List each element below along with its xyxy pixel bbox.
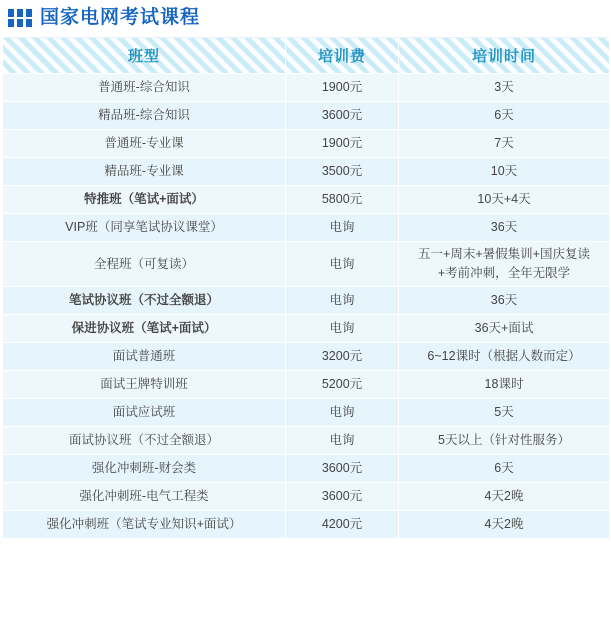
cell-duration: 36天 xyxy=(399,214,610,242)
cell-class-type: 普通班-专业课 xyxy=(3,130,286,158)
cell-fee: 1900元 xyxy=(286,74,399,102)
cell-class-type: 保进协议班（笔试+面试） xyxy=(3,314,286,342)
column-header-duration: 培训时间 xyxy=(399,37,610,74)
cell-duration: 五一+周末+暑假集训+国庆复读 +考前冲刺，全年无限学 xyxy=(399,242,610,287)
cell-fee: 3500元 xyxy=(286,158,399,186)
cell-duration: 5天以上（针对性服务） xyxy=(399,426,610,454)
table-body xyxy=(3,74,610,539)
cell-class-type: 强化冲刺班（笔试专业知识+面试） xyxy=(3,510,286,538)
column-header-fee: 培训费 xyxy=(286,37,399,74)
cell-class-type: 全程班（可复读） xyxy=(3,242,286,287)
cell-fee: 电询 xyxy=(286,426,399,454)
table-row xyxy=(3,130,610,158)
table-row xyxy=(3,158,610,186)
table-row xyxy=(3,186,610,214)
table-row xyxy=(3,482,610,510)
cell-duration: 6天 xyxy=(399,454,610,482)
cell-duration: 6天 xyxy=(399,102,610,130)
cell-duration: 4天2晚 xyxy=(399,482,610,510)
cell-duration: 10天+4天 xyxy=(399,186,610,214)
cell-fee: 3600元 xyxy=(286,102,399,130)
cell-duration: 36天+面试 xyxy=(399,314,610,342)
table-row xyxy=(3,102,610,130)
cell-duration: 6~12课时（根据人数而定） xyxy=(399,342,610,370)
cell-class-type: 面试应试班 xyxy=(3,398,286,426)
cell-class-type: 笔试协议班（不过全额退） xyxy=(3,286,286,314)
cell-duration: 10天 xyxy=(399,158,610,186)
cell-class-type: 普通班-综合知识 xyxy=(3,74,286,102)
cell-duration: 18课时 xyxy=(399,370,610,398)
table-header-row xyxy=(3,37,610,74)
table-row xyxy=(3,454,610,482)
column-header-type: 班型 xyxy=(3,37,286,74)
table-row xyxy=(3,398,610,426)
cell-class-type: 强化冲刺班-财会类 xyxy=(3,454,286,482)
table-row xyxy=(3,426,610,454)
cell-class-type: 面试协议班（不过全额退） xyxy=(3,426,286,454)
cell-fee: 电询 xyxy=(286,398,399,426)
table-row xyxy=(3,342,610,370)
cell-fee: 1900元 xyxy=(286,130,399,158)
cell-class-type: 面试普通班 xyxy=(3,342,286,370)
cell-duration: 4天2晚 xyxy=(399,510,610,538)
cell-fee: 电询 xyxy=(286,242,399,287)
cell-class-type: VIP班（同享笔试协议课堂） xyxy=(3,214,286,242)
course-table-wrapper xyxy=(0,36,611,539)
cell-fee: 电询 xyxy=(286,286,399,314)
table-row xyxy=(3,74,610,102)
table-row xyxy=(3,286,610,314)
cell-duration: 3天 xyxy=(399,74,610,102)
table-header xyxy=(3,37,610,74)
cell-duration: 36天 xyxy=(399,286,610,314)
cell-fee: 5800元 xyxy=(286,186,399,214)
cell-class-type: 精品班-综合知识 xyxy=(3,102,286,130)
cell-fee: 电询 xyxy=(286,314,399,342)
cell-class-type: 面试王牌特训班 xyxy=(3,370,286,398)
cell-duration: 5天 xyxy=(399,398,610,426)
page-header xyxy=(0,0,611,36)
cell-fee: 3600元 xyxy=(286,454,399,482)
cell-class-type: 特推班（笔试+面试） xyxy=(3,186,286,214)
table-row xyxy=(3,370,610,398)
cell-fee: 电询 xyxy=(286,214,399,242)
table-row xyxy=(3,242,610,287)
cell-fee: 3200元 xyxy=(286,342,399,370)
cell-class-type: 精品班-专业课 xyxy=(3,158,286,186)
cell-class-type: 强化冲刺班-电气工程类 xyxy=(3,482,286,510)
grid-logo-icon xyxy=(8,7,32,29)
cell-duration: 7天 xyxy=(399,130,610,158)
cell-fee: 4200元 xyxy=(286,510,399,538)
table-row xyxy=(3,314,610,342)
table-row xyxy=(3,214,610,242)
cell-fee: 3600元 xyxy=(286,482,399,510)
cell-fee: 5200元 xyxy=(286,370,399,398)
table-row xyxy=(3,510,610,538)
course-table xyxy=(2,36,610,539)
page-title: 国家电网考试课程 xyxy=(40,7,201,28)
